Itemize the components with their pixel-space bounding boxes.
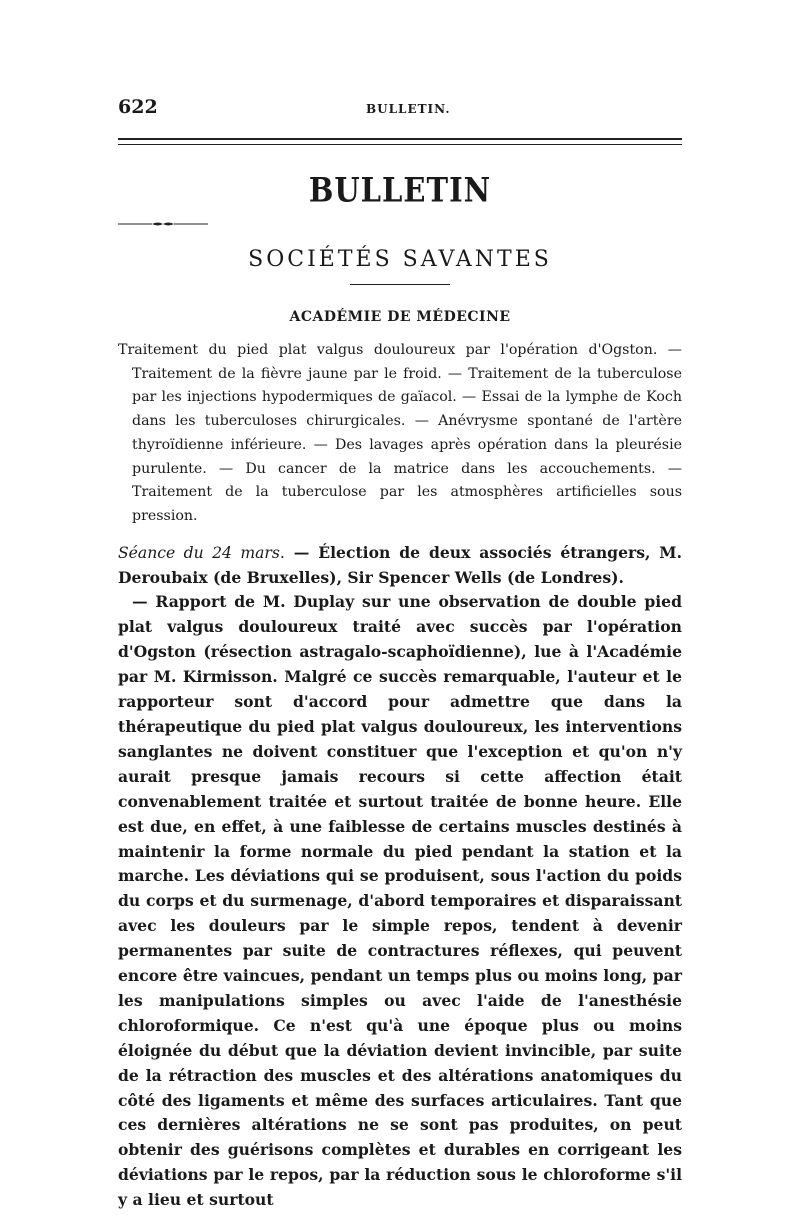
running-head <box>118 96 682 124</box>
page-number: 622 <box>118 96 158 118</box>
header-double-rule <box>118 138 682 145</box>
academy-heading: ACADÉMIE DE MÉDECINE <box>289 309 511 325</box>
ornament-divider <box>118 221 208 227</box>
main-title: BULLETIN <box>308 170 492 210</box>
seance-label: Séance du 24 mars. <box>118 543 285 562</box>
short-rule <box>350 284 450 285</box>
report-paragraph: — Rapport de M. Duplay sur une observation de double pied plat valgus douloureux traité avec succès par l'opération d'Ogston (résection astragalo-scaphoïdienne), lue à l'Académie par M. Kirmisson. Malgré ce succès remarquable, l'auteur et le rapporteur sont d'accord pour admettre que dans la thérapeutique du pied plat valgus douloureux, les interventions sanglantes ne doivent constituer que l'exception et qu'on n'y aurait presque jamais recours si cette affection était convenablement traitée et surtout traitée de bonne heure. Elle est due, en effet, à une faiblesse de certains muscles destinés à maintenir la forme normale du pied pendant la station et la marche. Les déviations qui se produisent, sous l'action du poids du corps et du surmenage, d'abord temporaires et disparaissant avec les douleurs par le simple repos, tendent à devenir permanentes par suite de contractures réflexes, qui peuvent encore être vaincues, pendant un temps plus ou moins long, par les manipulations simples ou avec l'aide de l'anesthésie chloroformique. Ce n'est qu'à une époque plus ou moins éloignée du début que la déviation devient invincible, par suite de la rétraction des muscles et des altérations anatomiques du côté des ligaments et même des surfaces articulaires. Tant que ces dernières altérations ne se sont pas produites, on peut obtenir des guérisons complètes et durables en corrigeant les déviations par le repos, par la réduction sous le chloroforme s'il y a lieu et surtout <box>118 592 682 1210</box>
seance-paragraph <box>118 541 682 591</box>
section-title: SOCIÉTÉS SAVANTES <box>248 247 552 272</box>
summary-block <box>118 339 682 529</box>
summary-text: Traitement du pied plat valgus douloureux par l'opération d'Ogston. — Traitement de la fièvre jaune par le froid. — Traitement de la tuberculose par les injections hypodermiques de gaïacol. — Essai de la lymphe de Koch dans les tuberculoses chirurgicales. — Anévrysme spontané de l'artère thyroïdienne inférieure. — Des lavages après opération dans la pleurésie purulente. — Du cancer de la matrice dans les accouchements. — Traitement de la tuberculose par les atmosphères artificielles sous pression. <box>118 342 682 524</box>
article-body <box>118 541 682 1213</box>
journal-page <box>118 96 682 1213</box>
seance-text: — Élection de deux associés étrangers, M. Deroubaix (de Bruxelles), Sir Spencer Wells (de Londres). <box>118 542 683 587</box>
running-title: BULLETIN. <box>366 102 451 116</box>
